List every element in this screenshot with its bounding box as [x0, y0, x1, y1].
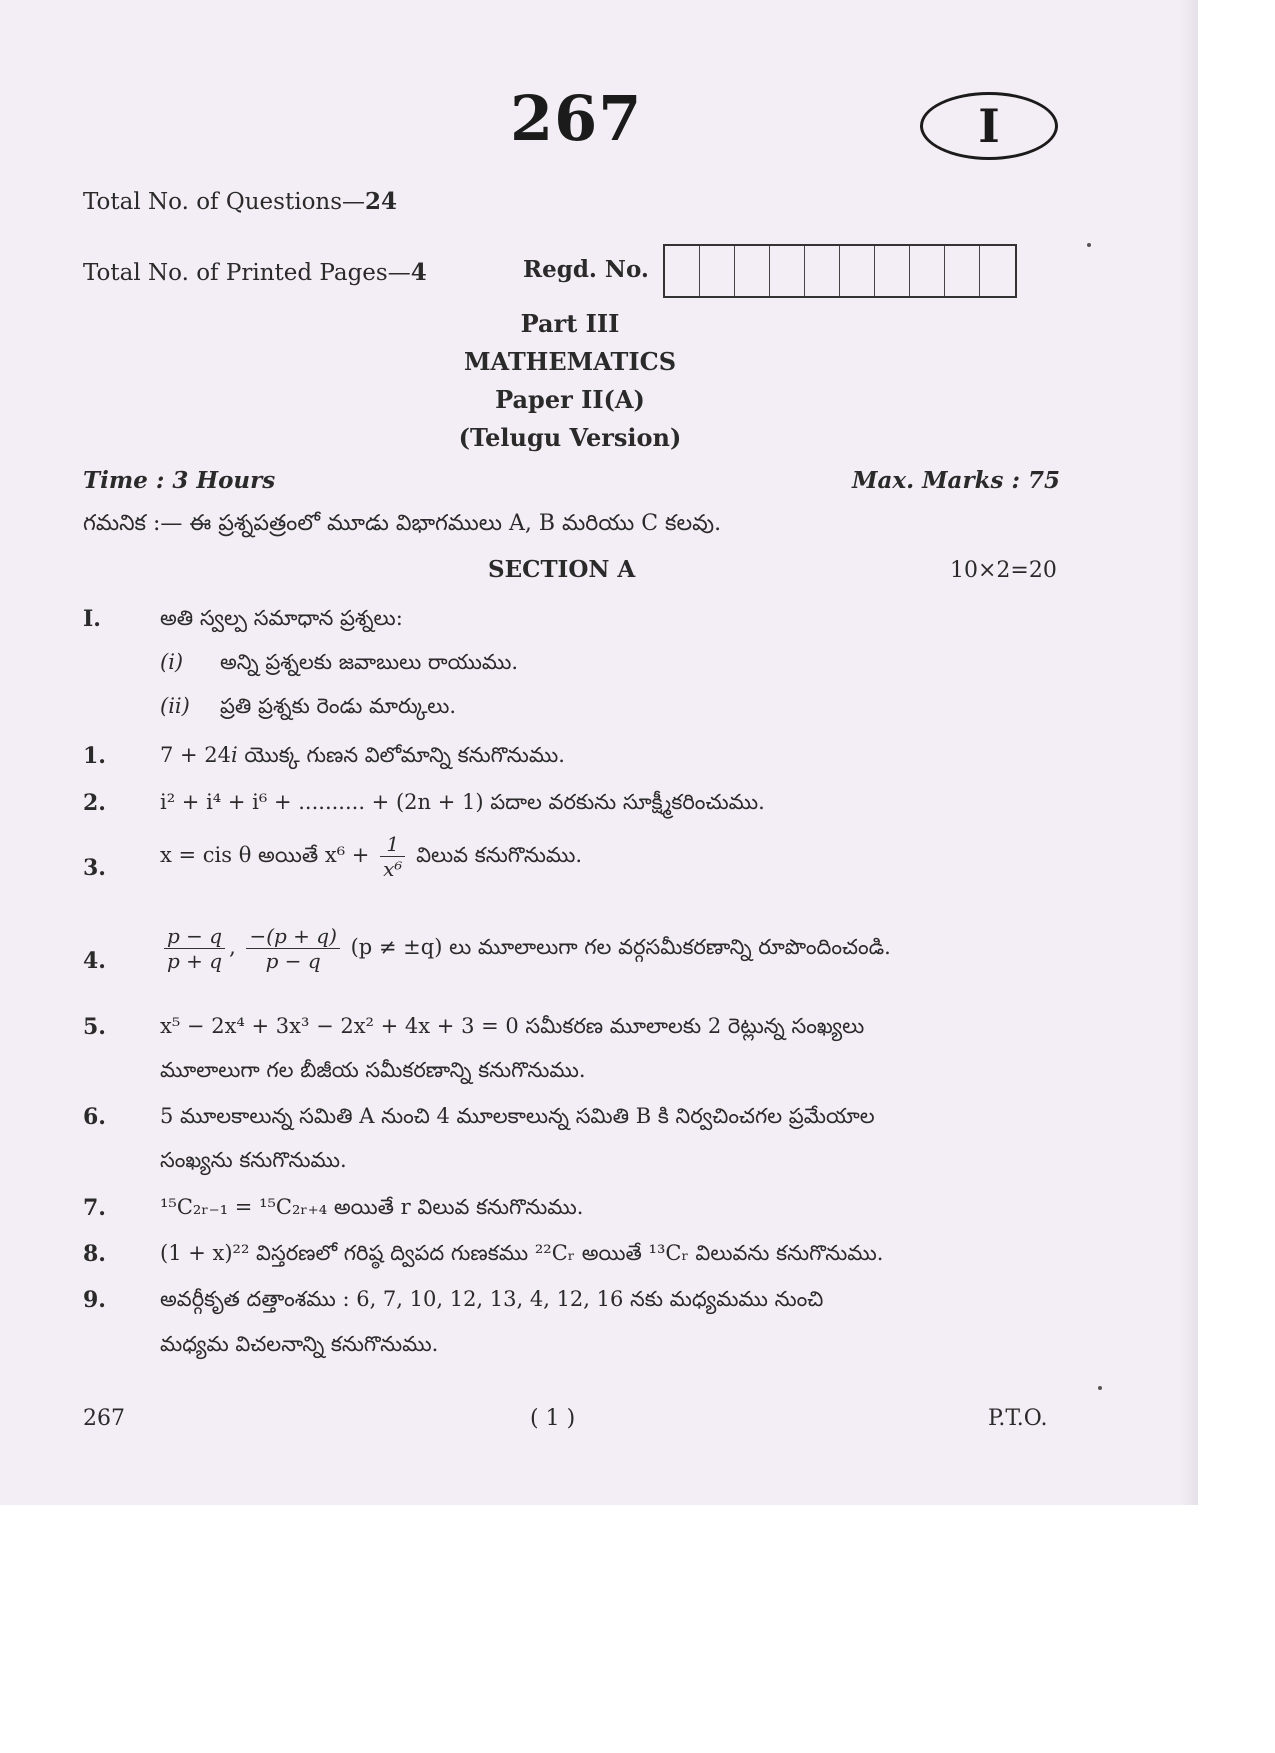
regd-digit-box[interactable] [910, 246, 945, 296]
question-number: 6. [83, 1104, 106, 1130]
section-roman: I. [83, 606, 101, 632]
question-number: 4. [83, 948, 106, 974]
question-number: 5. [83, 1014, 106, 1040]
regd-digit-box[interactable] [840, 246, 875, 296]
regd-digit-box[interactable] [945, 246, 980, 296]
question-9-line-2: మధ్యమ విచలనాన్ని కనుగొనుము. [160, 1332, 439, 1356]
footer-code: 267 [83, 1406, 125, 1431]
regd-digit-box[interactable] [770, 246, 805, 296]
regd-digit-box[interactable] [805, 246, 840, 296]
time-allowed: Time : 3 Hours [83, 467, 276, 494]
section-title: SECTION A [488, 556, 636, 583]
question-number: 2. [83, 790, 106, 816]
question-6-line-1: 5 మూలకాలున్న సమితి A నుంచి 4 మూలకాలున్న సమితి B కి నిర్వచించగల ప్రమేయాల [160, 1104, 875, 1128]
page-edge-shadow [1180, 0, 1198, 1505]
question-8: (1 + x)²² విస్తరణలో గరిష్ఠ ద్విపద గుణకము ²²Cᵣ అయితే ¹³Cᵣ విలువను కనుగొనుము. [160, 1241, 884, 1265]
paper-code: 267 [510, 82, 643, 155]
regd-digit-box[interactable] [875, 246, 910, 296]
total-pages: Total No. of Printed Pages—4 [83, 259, 427, 286]
question-number: 3. [83, 855, 106, 881]
fraction: $\frac{-(p + q)}{p - q}$ [246, 924, 339, 973]
print-speck [1087, 243, 1091, 247]
regd-digit-box[interactable] [665, 246, 700, 296]
question-9-line-1: అవర్గీకృత దత్తాంశము : 6, 7, 10, 12, 13, 4, 12, 16 నకు మధ్యమము నుంచి [160, 1287, 824, 1311]
regd-number-boxes[interactable] [663, 244, 1017, 298]
fraction: $\frac{p - q}{p + q}$ [164, 924, 225, 973]
question-number: 1. [83, 743, 106, 769]
question-number: 8. [83, 1241, 106, 1267]
fraction: $\frac{1}{\text{x⁶}}$ [380, 832, 405, 881]
question-6-line-2: సంఖ్యను కనుగొనుము. [160, 1148, 347, 1172]
max-marks: Max. Marks : 75 [852, 467, 1060, 494]
page-number: ( 1 ) [530, 1406, 576, 1431]
question-2: i² + i⁴ + i⁶ + .......... + (2n + 1) పదాల వరకును సూక్ష్మీకరించుము. [160, 790, 765, 814]
section-marks: 10×2=20 [950, 558, 1057, 583]
paper-title: Paper II(A) [495, 385, 645, 414]
question-5-line-2: మూలాలుగా గల బీజీయ సమీకరణాన్ని కనుగొనుము. [160, 1058, 586, 1082]
instruction-ii: (ii) ప్రతి ప్రశ్నకు రెండు మార్కులు. [160, 694, 457, 718]
question-number: 9. [83, 1287, 106, 1313]
set-code: I [978, 99, 1000, 153]
part-title: Part III [520, 309, 620, 338]
regd-label: Regd. No. [523, 256, 649, 283]
question-3: x = cis θ అయితే x⁶ + $\frac{1}{\text{x⁶}}$ విలువ కనుగొనుము. [160, 832, 583, 881]
question-4: $\frac{p - q}{p + q}$ , $\frac{-(p + q)}{p - q}$ (p ≠ ±q) లు మూలాలుగా గల వర్గసమీకరణాన్ని రూపొందించండి. [160, 924, 891, 973]
question-number: 7. [83, 1195, 106, 1221]
question-5-line-1: x⁵ − 2x⁴ + 3x³ − 2x² + 4x + 3 = 0 సమీకరణ మూలాలకు 2 రెట్లున్న సంఖ్యలు [160, 1014, 865, 1038]
regd-digit-box[interactable] [980, 246, 1015, 296]
question-7: ¹⁵C₂ᵣ₋₁ = ¹⁵C₂ᵣ₊₄ అయితే r విలువ కనుగొనుము. [160, 1195, 584, 1219]
question-1: 7 + 24i యొక్క గుణన విలోమాన్ని కనుగొనుము. [160, 743, 565, 767]
instruction-i: (i) అన్ని ప్రశ్నలకు జవాబులు రాయుము. [160, 650, 519, 674]
set-code-oval [920, 92, 1058, 160]
instruction-note: గమనిక :— ఈ ప్రశ్నపత్రంలో మూడు విభాగములు A, B మరియు C కలవు. [83, 511, 722, 536]
total-questions: Total No. of Questions—24 [83, 188, 398, 215]
print-speck [1098, 1386, 1102, 1390]
regd-digit-box[interactable] [735, 246, 770, 296]
regd-digit-box[interactable] [700, 246, 735, 296]
pto-label: P.T.O. [988, 1406, 1048, 1431]
section-intro: అతి స్వల్ప సమాధాన ప్రశ్నలు: [160, 606, 403, 630]
version-title: (Telugu Version) [458, 423, 682, 452]
subject-title: MATHEMATICS [463, 347, 677, 376]
